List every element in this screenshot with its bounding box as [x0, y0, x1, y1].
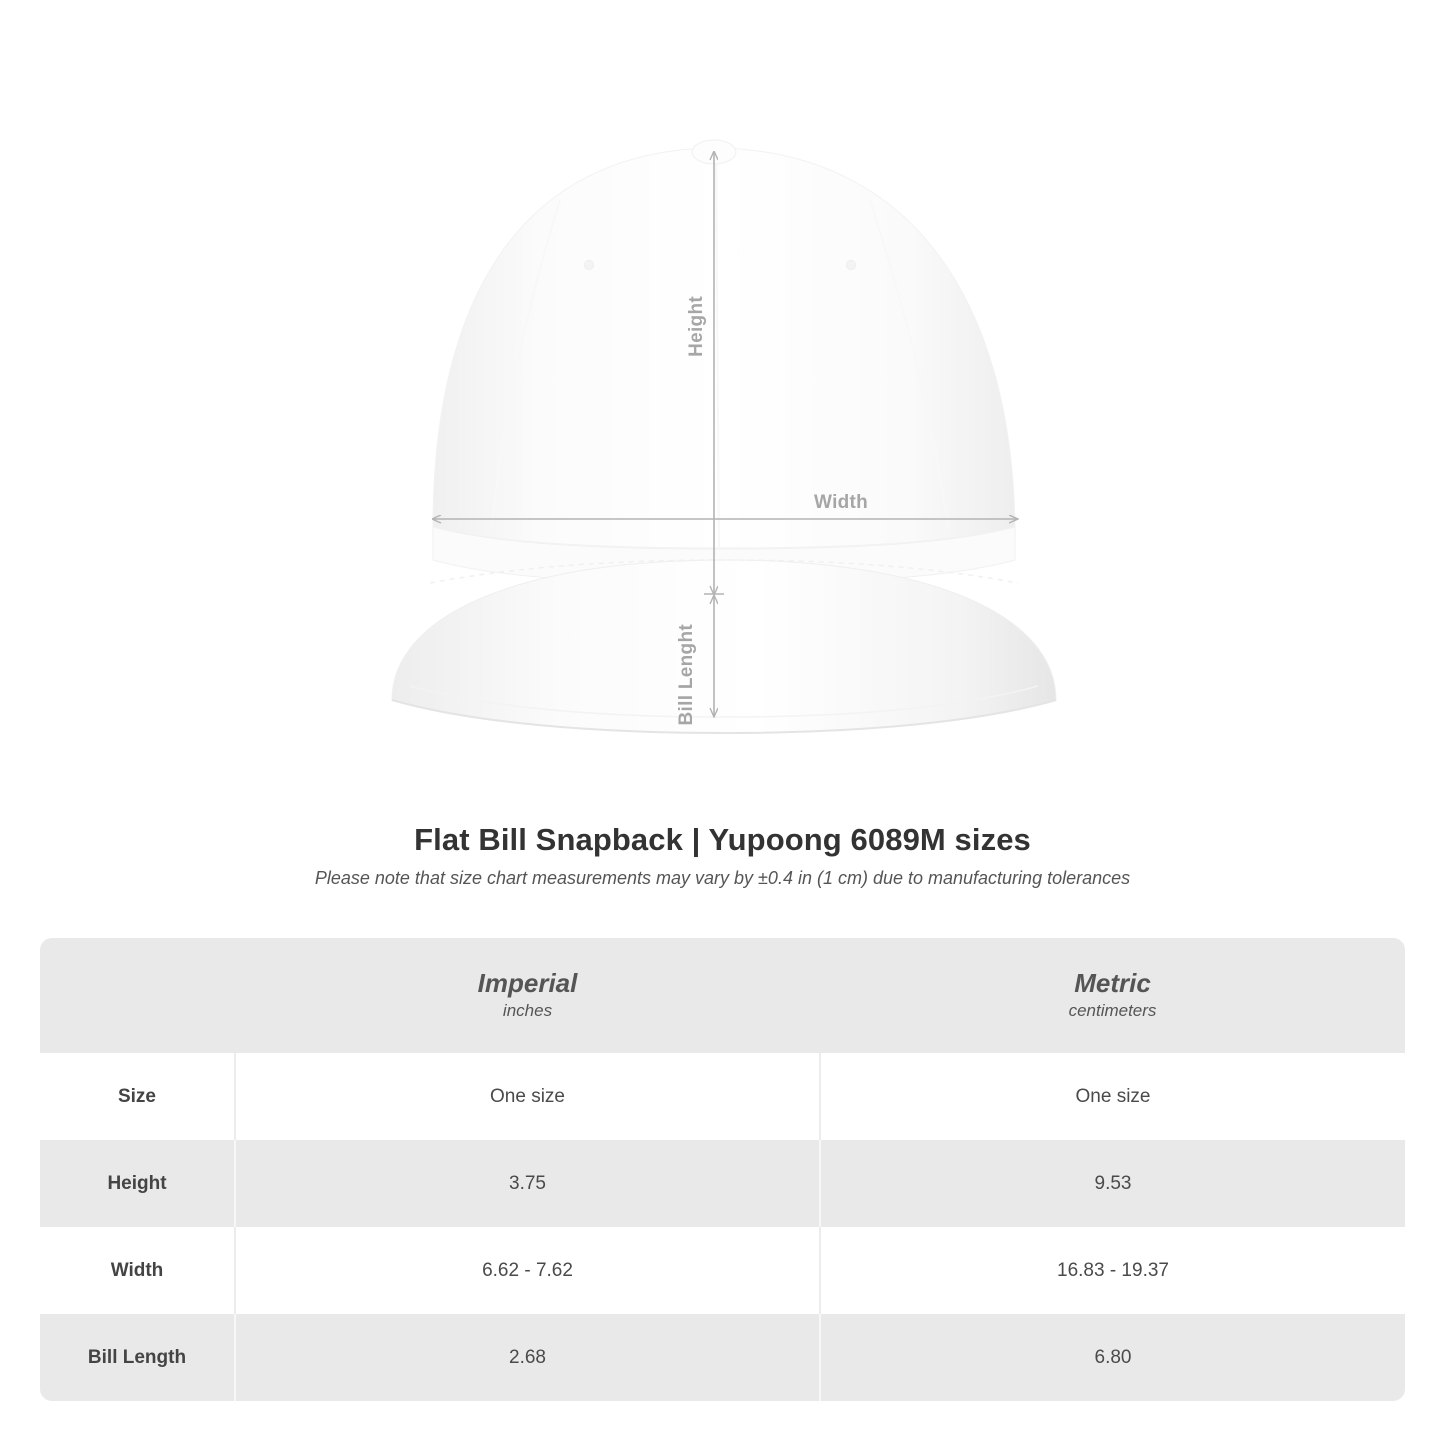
cell-width-metric: 16.83 - 19.37 [820, 1227, 1405, 1314]
page-title: Flat Bill Snapback | Yupoong 6089M sizes [414, 822, 1031, 857]
tolerance-note: Please note that size chart measurements may vary by ±0.4 in (1 cm) due to manufacturing tolerances [314, 868, 1131, 888]
imperial-label: Imperial [477, 967, 578, 998]
table-row [40, 1314, 1405, 1401]
cell-size-imperial: One size [235, 1053, 820, 1140]
cell-bill-length-metric: 6.80 [820, 1314, 1405, 1401]
header-metric [820, 938, 1405, 1053]
cell-height-imperial: 3.75 [235, 1140, 820, 1227]
table-header-row [40, 938, 1405, 1053]
imperial-sublabel: inches [502, 1000, 553, 1020]
cell-size-metric: One size [820, 1053, 1405, 1140]
row-label-width: Width [40, 1227, 235, 1314]
header-empty-cell [40, 938, 235, 1053]
title-block [0, 822, 1445, 889]
header-imperial [235, 938, 820, 1053]
table-row [40, 1227, 1405, 1314]
row-label-height: Height [40, 1140, 235, 1227]
size-chart-table-wrapper [40, 938, 1405, 1401]
row-label-bill-length: Bill Length [40, 1314, 235, 1401]
cell-bill-length-imperial: 2.68 [235, 1314, 820, 1401]
cap-bill [392, 560, 1056, 733]
table-row [40, 1140, 1405, 1227]
height-measurement-label: Height [686, 296, 707, 357]
metric-sublabel: centimeters [1068, 1000, 1157, 1020]
cell-height-metric: 9.53 [820, 1140, 1405, 1227]
bill-length-line-1: Bill [676, 694, 697, 726]
metric-label: Metric [1074, 967, 1151, 998]
size-chart-table [40, 938, 1405, 1401]
width-measurement-label: Width [814, 492, 869, 513]
bill-length-measurement-label [676, 624, 698, 725]
bill-length-line-2: Lenght [676, 624, 697, 690]
table-row [40, 1053, 1405, 1140]
row-label-size: Size [40, 1053, 235, 1140]
cell-width-imperial: 6.62 - 7.62 [235, 1227, 820, 1314]
